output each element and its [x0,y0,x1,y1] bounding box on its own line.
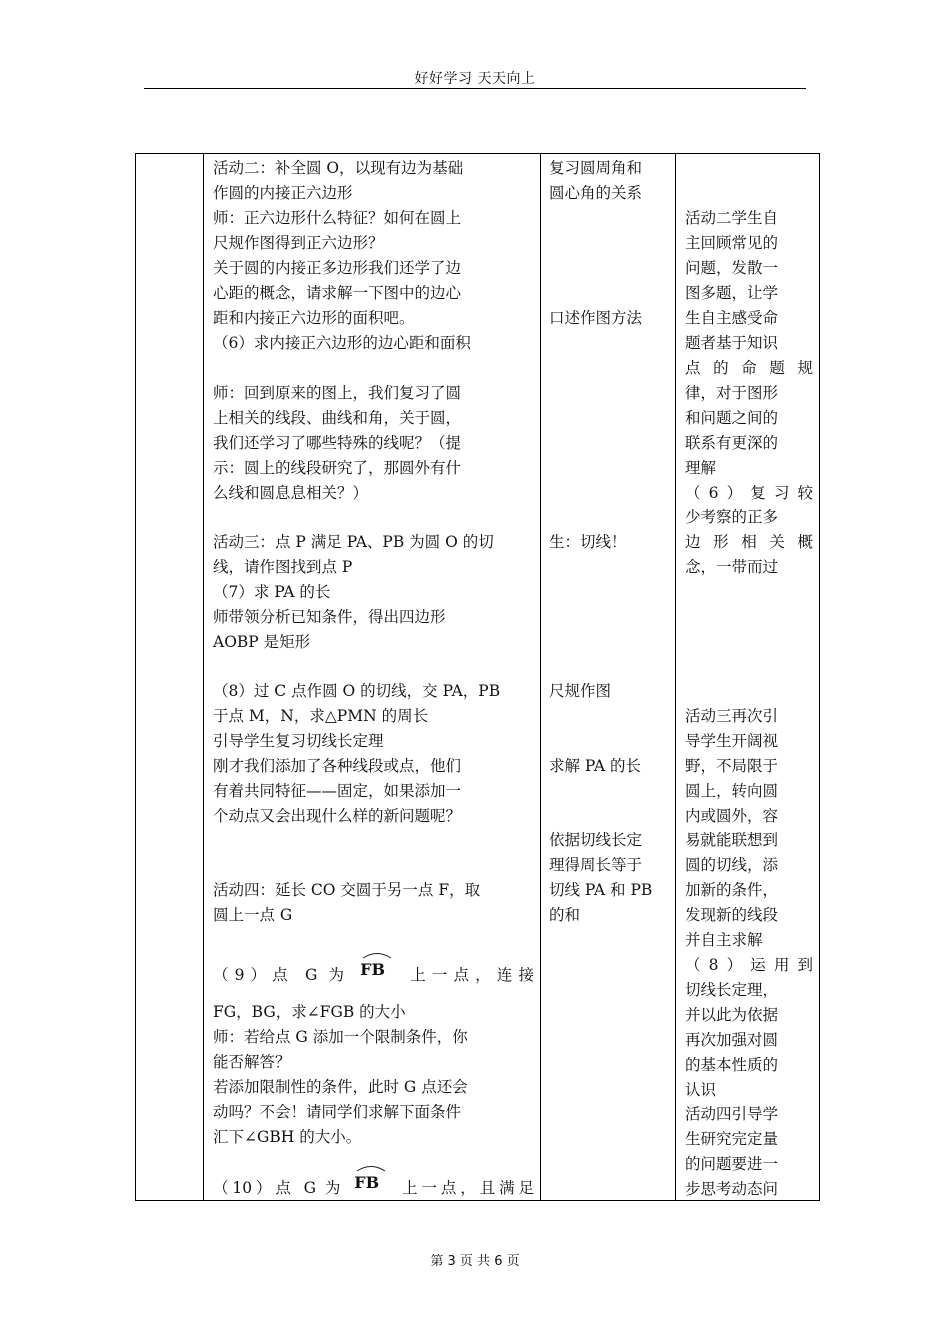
table-row [136,154,820,1201]
text-line: 再次加强对圆 [685,1031,779,1049]
text-line: 距和内接正六边形的面积吧。 [213,309,415,327]
question-10-suffix: 上一点，且满足 [398,1179,534,1197]
text-line: 于点 M，N，求△PMN 的周长 [213,707,429,725]
header-rule [144,88,806,89]
stage-column [136,154,204,1201]
text-line: 师：若给点 G 添加一个限制条件，你 [213,1028,468,1046]
text-line: 联系有更深的 [685,434,779,452]
student-activity-column [541,154,676,1201]
text-line: 作圆的内接正六边形 [213,184,353,202]
text-line: 并自主求解 [685,931,763,949]
text-line: 并以此为依据 [685,1006,779,1024]
text-line: 和问题之间的 [685,409,779,427]
text-line: 理解 [685,459,717,477]
text-line: 念，一带而过 [685,558,779,576]
text-line: 理得周长等于 [549,856,643,874]
text-line: 生：切线！ [549,533,627,551]
text-line: 个动点又会出现什么样的新问题呢？ [213,807,462,825]
question-7: （7）求 PA 的长 [213,583,331,601]
text-line: 切线 PA 和 PB [549,881,653,899]
text-line: 师带领分析已知条件，得出四边形 [213,608,446,626]
page-header: 好好学习 天天向上 [414,71,536,87]
text-line: （6）复习较 [685,484,813,502]
question-8: （8）过 C 点作圆 O 的切线，交 PA，PB [213,682,501,700]
arc-fb-symbol [360,957,394,983]
text-line: 认识 [685,1081,717,1099]
text-line: 求解 PA 的长 [549,757,642,775]
text-line: 生研究完定量 [685,1130,779,1148]
question-6: （6）求内接正六边形的边心距和面积 [213,334,471,352]
text-line: 加新的条件， [685,881,779,899]
text-line: 尺规作图得到正六边形？ [213,234,384,252]
text-line: 活动三再次引 [685,707,779,725]
activity-4-heading: 活动四：延长 CO 交圆于另一点 F，取 [213,881,481,899]
text-line: 我们还学习了哪些特殊的线呢？（提 [213,434,462,452]
lesson-table [135,153,820,1201]
text-line: FG，BG，求∠FGB 的大小 [213,1003,406,1021]
question-9 [213,957,534,988]
arc-label: FB [354,1173,380,1192]
text-line: 生自主感受命 [685,309,779,327]
text-line: 关于圆的内接正多边形我们还学了边 [213,259,462,277]
text-line: 问题，发散一 [685,259,779,277]
text-line: 图多题，让学 [685,284,779,302]
text-line: 圆上一点 G [213,906,293,924]
text-line: 边形相关概 [685,533,813,551]
text-line: 活动二：补全圆 O，以现有边为基础 [213,159,464,177]
text-line: 的和 [549,906,581,924]
text-line: 易就能联想到 [685,831,779,849]
arc-label: FB [360,960,385,979]
text-line: 圆的切线，添 [685,856,779,874]
text-line: 若添加限制性的条件，此时 G 点还会 [213,1078,468,1096]
text-line: 律，对于图形 [685,384,779,402]
text-line: 示：圆上的线段研究了，那圆外有什 [213,459,462,477]
text-line: 师：正六边形什么特征？如何在圆上 [213,209,462,227]
text-line: 圆心角的关系 [549,184,643,202]
teacher-activity-column [204,154,541,1201]
question-10 [213,1170,534,1200]
question-10-prefix: （10）点 G 为 [213,1179,345,1197]
text-line: 少考察的正多 [685,508,779,526]
activity-3-heading: 活动三：点 P 满足 PA、PB 为圆 O 的切 [213,533,494,551]
text-line: 师：回到原来的图上，我们复习了圆 [213,384,462,402]
text-line: 上相关的线段、曲线和角，关于圆， [213,409,462,427]
question-9-prefix: （9）点 G 为 [213,966,351,984]
arc-fb-symbol [354,1170,388,1196]
text-line: 依据切线长定 [549,831,643,849]
text-line: 口述作图方法 [549,309,643,327]
text-line: 活动四引导学 [685,1105,779,1123]
text-line: 引导学生复习切线长定理 [213,732,384,750]
text-line: 尺规作图 [549,682,612,700]
text-line: 活动二学生自 [685,209,779,227]
text-line: 主回顾常见的 [685,234,779,252]
text-line: 心距的概念，请求解一下图中的边心 [213,284,462,302]
text-line: 复习圆周角和 [549,159,643,177]
text-line: 线，请作图找到点 P [213,558,353,576]
text-line: 的问题要进一 [685,1155,779,1173]
text-line: AOBP 是矩形 [213,633,311,651]
text-line: 导学生开阔视 [685,732,779,750]
text-line: 发现新的线段 [685,906,779,924]
text-line: 野，不局限于 [685,757,779,775]
text-line: 么线和圆息息相关？） [213,484,369,502]
text-line: 刚才我们添加了各种线段或点，他们 [213,757,462,775]
text-line: 动吗？不会！请同学们求解下面条件 [213,1103,462,1121]
text-line: 圆上，转向圆 [685,782,779,800]
text-line: 题者基于知识 [685,334,779,352]
text-line: 汇下∠GBH 的大小。 [213,1128,362,1146]
design-intent-column [676,154,820,1201]
text-line: 有着共同特征——固定，如果添加一 [213,782,462,800]
text-line: 步思考动态问 [685,1180,779,1198]
page-footer: 第 3 页 共 6 页 [430,1254,520,1269]
text-line: 能否解答？ [213,1053,291,1071]
text-line: 的基本性质的 [685,1056,779,1074]
text-line: （8）运用到 [685,956,813,974]
question-9-suffix: 上一点，连接 [404,966,534,984]
text-line: 内或圆外，容 [685,807,779,825]
text-line: 点的命题规 [685,359,813,377]
text-line: 切线长定理， [685,981,779,999]
